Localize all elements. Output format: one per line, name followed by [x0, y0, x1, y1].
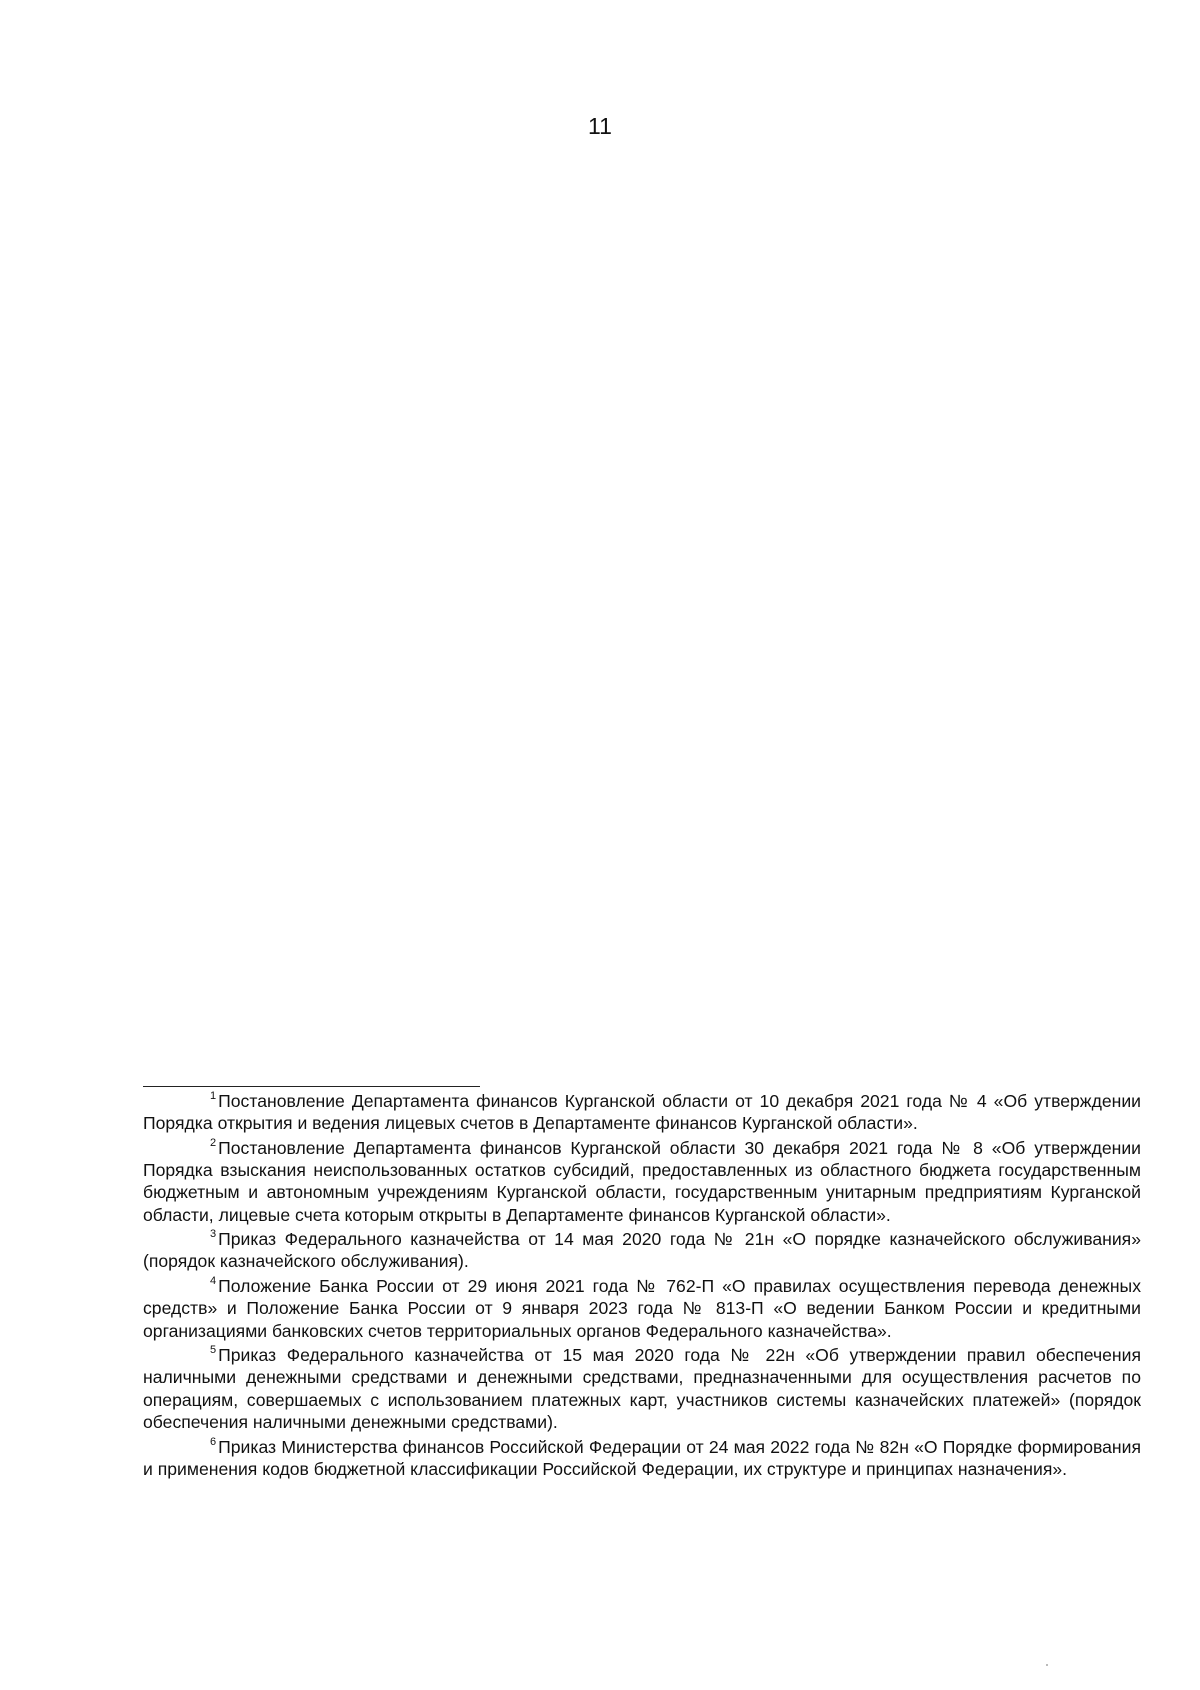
footnote-marker: 4 [210, 1275, 217, 1288]
footnote-text: Постановление Департамента финансов Курганской области от 10 декабря 2021 года № 4 «Об утверждении Порядка открытия и ведения лицевых счетов в Департаменте финансов Курганской области». [143, 1091, 1141, 1134]
footnote-4 [143, 1275, 1141, 1342]
footnote-6 [143, 1436, 1141, 1480]
footnote-5 [143, 1344, 1141, 1433]
footnote-text: Приказ Федерального казначейства от 15 мая 2020 года № 22н «Об утверждении правил обеспечения наличными денежными средствами и денежными средствами, предназначенными для осуществления расчетов по операциям, совершаемых с использованием платежных карт, участников системы казначейских платежей» (порядок обеспечения наличными денежными средствами). [143, 1345, 1141, 1432]
footnote-marker: 3 [210, 1228, 217, 1241]
page-number: 11 [588, 113, 612, 139]
footnote-marker: 6 [210, 1435, 217, 1448]
footnote-separator [143, 1086, 480, 1087]
footnote-marker: 2 [210, 1137, 217, 1150]
footnote-text: Приказ Министерства финансов Российской Федерации от 24 мая 2022 года № 82н «О Порядке формирования и применения кодов бюджетной классификации Российской Федерации, их структуре и принципах назначения». [143, 1436, 1141, 1479]
scan-speck [1046, 1664, 1048, 1666]
footnote-2 [143, 1137, 1141, 1226]
footnote-marker: 5 [210, 1344, 217, 1357]
footnote-3 [143, 1228, 1141, 1272]
footnotes [143, 1090, 1141, 1482]
footnote-text: Положение Банка России от 29 июня 2021 года № 762-П «О правилах осуществления перевода денежных средств» и Положение Банка России от 9 января 2023 года № 813-П «О ведении Банком России и кредитными организациями банковских счетов территориальных органов Федерального казначейства». [143, 1276, 1141, 1341]
footnote-marker: 1 [210, 1090, 217, 1103]
footnote-text: Приказ Федерального казначейства от 14 мая 2020 года № 21н «О порядке казначейского обслуживания» (порядок казначейского обслуживания). [143, 1229, 1141, 1272]
footnote-1 [143, 1090, 1141, 1134]
footnote-text: Постановление Департамента финансов Курганской области 30 декабря 2021 года № 8 «Об утверждении Порядка взыскания неиспользованных остатков субсидий, предоставленных из областного бюджета государственным бюджетным и автономным учреждениям Курганской области, государственным унитарным предприятиям Курганской области, лицевые счета которым открыты в Департаменте финансов Курганской области». [143, 1137, 1141, 1225]
